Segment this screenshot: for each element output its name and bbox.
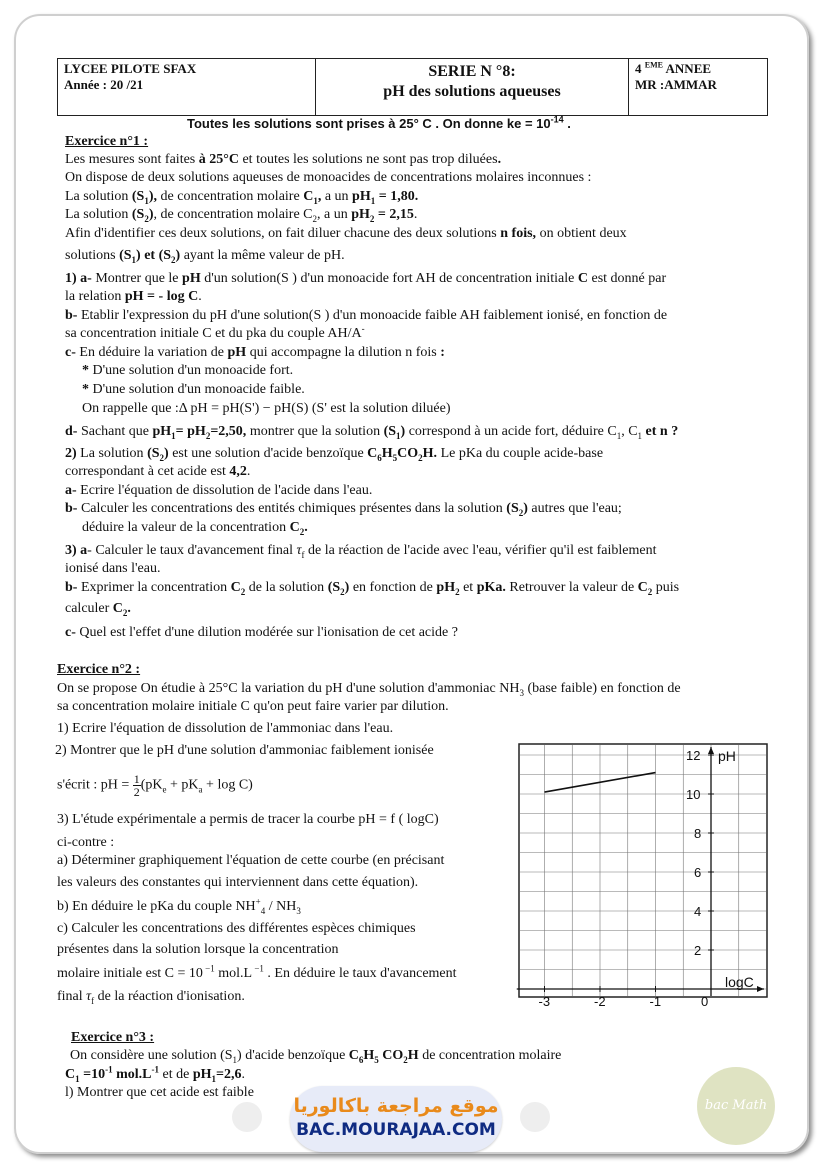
school-cell bbox=[58, 59, 316, 116]
series-subject: pH des solutions aqueuses bbox=[383, 83, 561, 100]
ph-logc-chart bbox=[518, 743, 768, 1009]
ex1-q1c-item: * D'une solution d'un monoacide faible. bbox=[82, 382, 305, 397]
ex1-q1a-line2: la relation pH = - log C. bbox=[65, 289, 202, 304]
header-table bbox=[57, 58, 768, 116]
ex1-q2-line2: correspondant à cet acide est 4,2. bbox=[65, 464, 251, 479]
ex2-qa: a) Déterminer graphiquement l'équation de cette courbe (en précisant bbox=[57, 853, 445, 868]
ex2-qb: b) En déduire le pKa du couple $NH^+_4 / NH_3$ bbox=[57, 896, 301, 916]
watermark-arabic: موقع مراجعة باكالوريا bbox=[293, 1095, 499, 1117]
x-tick-label: -1 bbox=[649, 994, 662, 1009]
school-year: Année : 20 /21 bbox=[64, 77, 144, 92]
ex2-q2: 2) Montrer que le pH d'une solution d'ammoniac faiblement ionisée bbox=[55, 743, 434, 758]
x-axis-arrow bbox=[757, 986, 764, 992]
ex3-line: $C_1 =10^{-1}$ $mol.L^{-1}$ et de $pH_1=2,6$. bbox=[65, 1064, 245, 1084]
ex2-line: On se propose On étudie à 25°C la variation du pH d'une solution d'ammoniac $NH_3$ (base faible) en fonction de bbox=[57, 681, 681, 698]
book-logo-icon bbox=[520, 1102, 550, 1132]
book-logo-icon bbox=[232, 1102, 262, 1132]
ex2-formula: s'écrit : pH = $\frac{1}{2}$ $(pK_e + pK_a + \log C)$ bbox=[57, 772, 253, 799]
fraction-one-half: $\frac{1}{2}$ bbox=[133, 772, 140, 799]
ex1-q3a: 3) a- Calculer le taux d'avancement final $\tau_f$ de la réaction de l'acide avec l'eau, vérifier qu'il est faiblement bbox=[65, 543, 657, 560]
chart-border bbox=[519, 744, 767, 997]
ex1-q1b: b- Etablir l'expression du pH d'une solution(S ) d'un monoacide faible AH faiblement ionisé, en fonction de bbox=[65, 308, 668, 323]
ex1-q1c-item: * D'une solution d'un monoacide fort. bbox=[82, 363, 294, 378]
ex1-line: On dispose de deux solutions aqueuses de monoacides de concentrations molaires inconnues : bbox=[65, 170, 592, 185]
ex1-q2: 2) La solution $(S_2)$ est une solution d'acide benzoïque $C_6H_5CO_2H$. Le pKa du couple acide-base bbox=[65, 446, 604, 463]
ex2-q1: 1) Ecrire l'équation de dissolution de l'ammoniac dans l'eau. bbox=[57, 721, 394, 736]
level: 4 $^{EME}$ ANNEE bbox=[635, 60, 712, 76]
ex1-q3b-line2: calculer $C_2$. bbox=[65, 601, 131, 618]
y-tick-label: 8 bbox=[694, 826, 702, 841]
chart-svg bbox=[518, 743, 768, 1009]
ex2-qc-line3: molaire initiale est C = 10 $^{-1}$ mol.L $^{-1}$ . En déduire le taux d'avancement bbox=[57, 963, 457, 981]
y-tick-label: 2 bbox=[694, 943, 702, 958]
ex2-q3: 3) L'étude expérimentale a permis de tracer la courbe pH = f ( logC) bbox=[57, 812, 439, 827]
exercise-2-title: Exercice n°2 : bbox=[57, 662, 141, 677]
ex1-line: solutions $(S_1)$ et $(S_2)$ ayant la même valeur de pH. bbox=[65, 248, 345, 265]
y-tick-label: 10 bbox=[686, 787, 701, 802]
ex1-q1a: 1) a- Montrer que le pH d'un solution(S ) d'un monoacide fort AH de concentration initiale C est donné par bbox=[65, 271, 667, 286]
x-tick-label: -2 bbox=[594, 994, 606, 1009]
level-cell bbox=[629, 59, 768, 116]
y-tick-label: 12 bbox=[686, 748, 701, 763]
ex1-line: Afin d'identifier ces deux solutions, on fait diluer chacune des deux solutions n fois, on obtient deux bbox=[65, 226, 627, 241]
y-tick-label: 4 bbox=[694, 904, 702, 919]
intro-line: Toutes les solutions sont prises à 25° C . On donne ke = $10^{-14}$ . bbox=[187, 114, 571, 131]
series-title: SERIE N °8: bbox=[428, 63, 516, 80]
bac-math-badge: bac Math bbox=[697, 1067, 775, 1145]
ex1-q1b-line2: sa concentration initiale C et du pka du couple AH/A- bbox=[65, 323, 365, 341]
ex1-q1d: d- Sachant que $pH_1= pH_2=2,50$, montrer que la solution $(S_1)$ correspond à un acide fort, déduire $C_1$, $C_1$ et n ? bbox=[65, 424, 679, 441]
ex1-q3a-line2: ionisé dans l'eau. bbox=[65, 561, 161, 576]
school-name: LYCEE PILOTE SFAX bbox=[64, 61, 197, 76]
ex1-q2b-line2: déduire la valeur de la concentration $C_2$. bbox=[82, 520, 308, 537]
y-axis-arrow bbox=[708, 747, 714, 754]
ex1-q2a: a- Ecrire l'équation de dissolution de l'acide dans l'eau. bbox=[65, 483, 373, 498]
y-axis-label: pH bbox=[718, 748, 736, 764]
x-tick-label: 0 bbox=[701, 994, 709, 1009]
ex3-line: On considère une solution $(S_1)$ d'acide benzoïque $C_6H_5$ $CO_2H$ de concentration molaire bbox=[70, 1048, 562, 1065]
ex1-q3b: b- Exprimer la concentration $C_2$ de la solution $(S_2)$ en fonction de $pH_2$ et pKa. Retrouver la valeur de $C_2$ puis bbox=[65, 580, 680, 597]
x-axis-label: logC bbox=[725, 974, 754, 990]
exercise-1-title: Exercice n°1 : bbox=[65, 134, 149, 149]
teacher: MR :AMMAR bbox=[635, 77, 717, 92]
ex1-q1c-reminder: On rappelle que :Δ pH = pH(S') − pH(S) (S' est la solution diluée) bbox=[82, 401, 451, 416]
ex2-qa-line2: les valeurs des constantes qui interviennent dans cette équation). bbox=[57, 875, 419, 890]
ex2-qc-line4: final $\tau_f$ de la réaction d'ionisation. bbox=[57, 989, 245, 1006]
ex2-line: sa concentration molaire initiale C qu'on peut faire varier par dilution. bbox=[57, 699, 449, 714]
x-tick-label: -3 bbox=[538, 994, 551, 1009]
exercise-3-title: Exercice n°3 : bbox=[71, 1030, 155, 1045]
ex1-q2b: b- Calculer les concentrations des entités chimiques présentes dans la solution $(S_2)$ autres que l'eau; bbox=[65, 501, 622, 518]
series-cell bbox=[316, 59, 629, 116]
ex2-qc-line2: présentes dans la solution lorsque la concentration bbox=[57, 942, 339, 957]
ex1-line: La solution $(S_2)$, de concentration molaire $C_2$, a un $pH_2 = 2,15$. bbox=[65, 207, 418, 224]
ex1-q1c: c- En déduire la variation de pH qui accompagne la dilution n fois : bbox=[65, 345, 445, 360]
ex2-qc: c) Calculer les concentrations des différentes espèces chimiques bbox=[57, 921, 416, 936]
ex1-line: La solution $(S_1)$, de concentration molaire $C_1$, a un $pH_1 = 1,80$. bbox=[65, 189, 419, 206]
ex1-line: Les mesures sont faites à 25°C et toutes les solutions ne sont pas trop diluées. bbox=[65, 152, 502, 167]
ex1-q3c: c- Quel est l'effet d'une dilution modérée sur l'ionisation de cet acide ? bbox=[65, 625, 458, 640]
y-tick-label: 6 bbox=[694, 865, 702, 880]
watermark-site: BAC.MOURAJAA.COM bbox=[296, 1120, 496, 1140]
ex3-line: l) Montrer que cet acide est faible bbox=[65, 1085, 254, 1100]
ex2-q3-line2: ci-contre : bbox=[57, 835, 115, 850]
site-watermark[interactable] bbox=[290, 1086, 502, 1152]
